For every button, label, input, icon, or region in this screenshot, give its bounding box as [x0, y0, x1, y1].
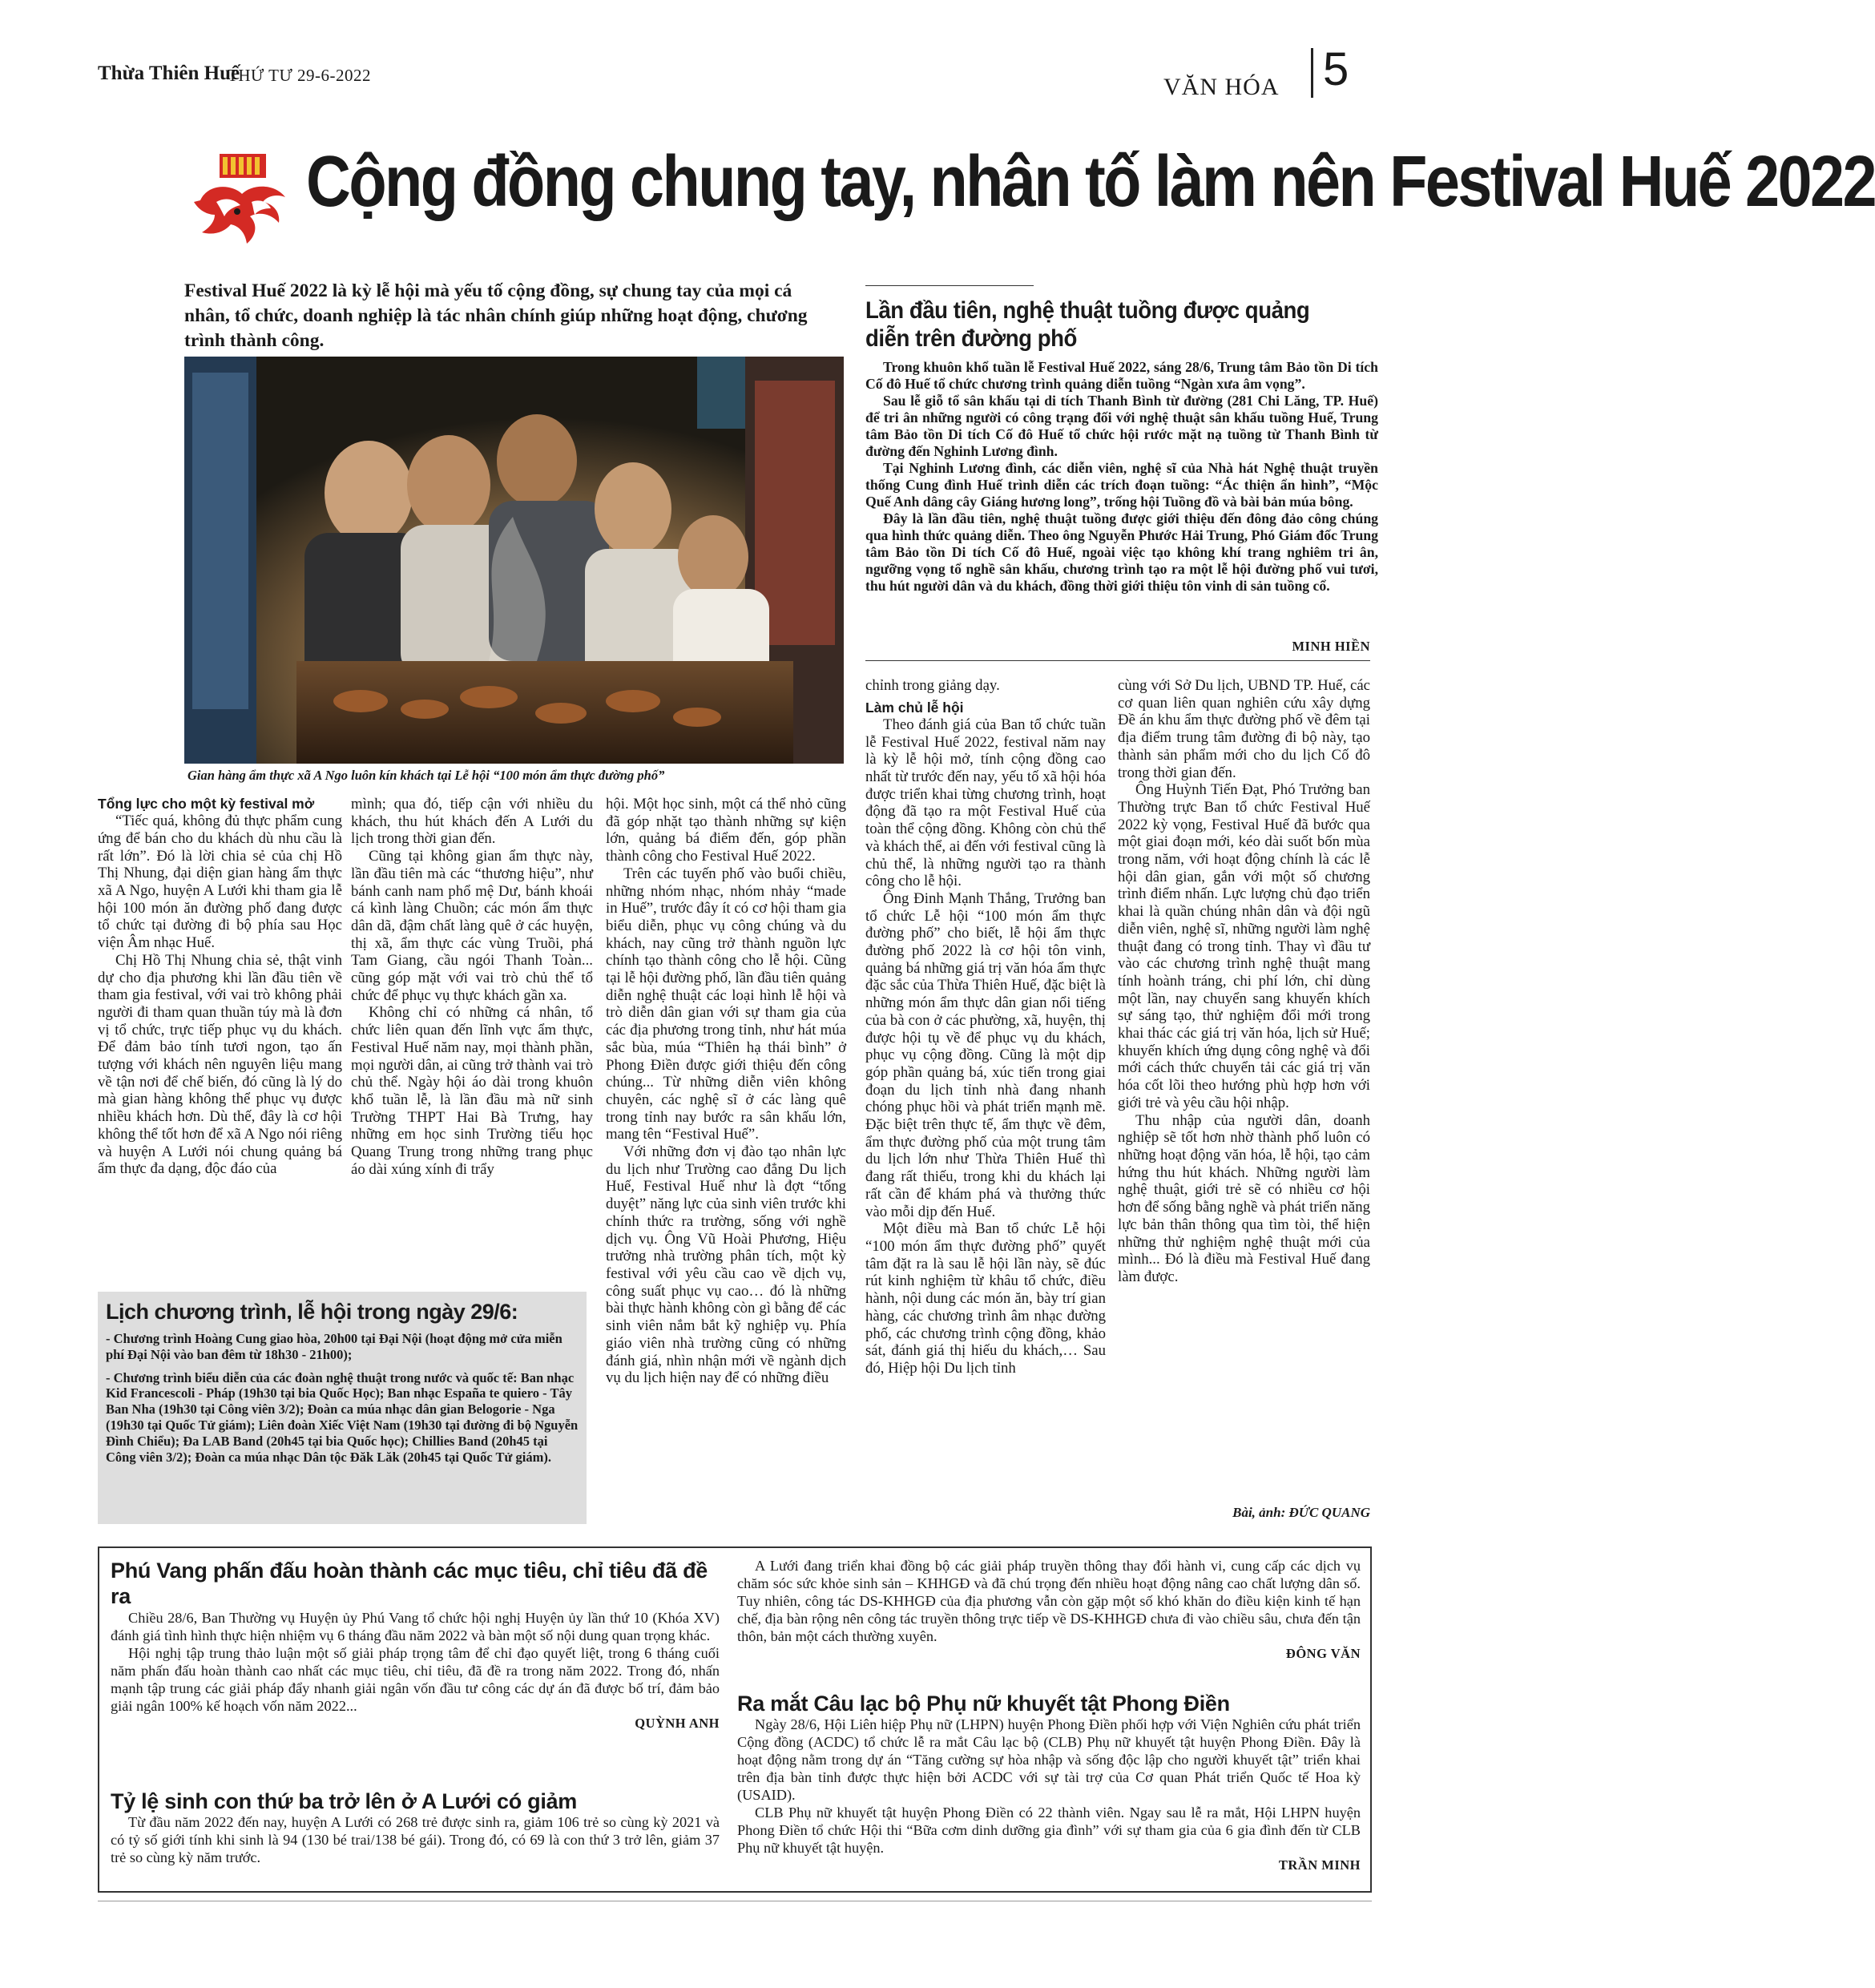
paragraph: hội. Một học sinh, một cá thể nhỏ cũng đã góp nhặt tạo thành những sự kiện lớn, quảng bá điểm đến, góp phần thành công cho Festival Huế 2022.: [606, 796, 846, 865]
brief-author: QUỲNH ANH: [635, 1715, 720, 1731]
brief-a-luoi: [111, 1788, 720, 1867]
side-article-bottom-rule: [865, 660, 1370, 661]
brief-title: Phú Vang phấn đấu hoàn thành các mục tiêu, chỉ tiêu đã đề ra: [111, 1559, 708, 1609]
festival-food-stall-photo: [184, 357, 844, 764]
brief-paragraph: Ngày 28/6, Hội Liên hiệp Phụ nữ (LHPN) huyện Phong Điền phối hợp với Viện Nghiên cứu phát triển Cộng đồng (ACDC) tổ chức lễ ra mắt Câu lạc bộ (CLB) Phụ nữ khuyết tật huyện Phong Điền. Đây là hoạt động nằm trong dự án “Tăng cường sự hòa nhập và sống độc lập cho người khuyết tật” triển khai trên địa bàn tỉnh được thực hiện bởi ACDC với sự tài trợ của Cơ quan Phát triển Quốc tế Hoa kỳ (USAID).: [737, 1716, 1361, 1804]
schedule-box: [98, 1292, 587, 1524]
subhead: Làm chủ lễ hội: [865, 699, 964, 716]
photo-caption: Gian hàng ẩm thực xã A Ngo luôn kín khách tại Lễ hội “100 món ẩm thực đường phố”: [188, 768, 665, 783]
article-column-4: [865, 677, 1106, 1377]
brief-phu-vang: [111, 1558, 720, 1732]
side-paragraph: Tại Nghinh Lương đình, các diễn viên, nghệ sĩ của Nhà hát Nghệ thuật truyền thống Cung đình Huế trình diễn các trích đoạn tuồng: “Ác thiện ẩn hình”, “Mộc Quế Anh dâng cây Giáng hương long”, trống hội Tuồng đồ và bài bản múa bông.: [865, 459, 1378, 510]
news-briefs-box: [98, 1546, 1372, 1893]
section-divider: [1311, 48, 1313, 98]
brief-paragraph: CLB Phụ nữ khuyết tật huyện Phong Điền có 22 thành viên. Ngay sau lễ ra mắt, Hội LHPN huyện Phong Điền tổ chức Hội thi “Bữa cơm dinh dưỡng gia đình” với sự tham gia của 6 gia đình đến từ CLB Phụ nữ khuyết tật huyện.: [737, 1805, 1361, 1857]
section-label: VĂN HÓA: [1163, 74, 1280, 100]
paragraph: Trên các tuyến phố vào buổi chiều, những nhóm nhạc, nhóm nhảy “made in Huế”, trước đây ít có cơ hội tham gia biểu diễn, phục vụ công chúng và du khách, nay cũng trở thành nguồn lực chính tạo thành công cho lễ hội. Cũng tại lễ hội đường phố, lần đầu tiên quảng diễn nghệ thuật các loại hình lễ hội và trò diễn dân gian với sự tham gia của các địa phương trong tỉnh, như hát múa sắc bùa, múa “Thiên hạ thái bình” ở Phong Điền được giới thiệu đến công chúng... Từ những diễn viên không chuyên, các nghệ sĩ ở các làng quê trong tỉnh nay bước ra sân khấu lớn, mang tên “Festival Huế”.: [606, 865, 846, 1143]
side-article-rule: [865, 285, 1034, 286]
side-paragraph: Đây là lần đầu tiên, nghệ thuật tuồng được giới thiệu đến đông đảo công chúng qua hình thức quảng diễn. Theo ông Nguyễn Phước Hải Trung, Phó Giám đốc Trung tâm Bảo tồn Di tích Cố đô Huế, ngoài việc tạo không khí trang nghiêm tri ân, ngưỡng vọng tổ nghề sân khấu, chương trình tạo ra một lễ hội đường phố vui tươi, thu hút người dân và du khách, đồng thời giới thiệu tôn vinh di sản tuồng cổ.: [865, 510, 1378, 594]
subhead: Tổng lực cho một kỳ festival mở: [98, 796, 315, 812]
side-article-title: Lần đầu tiên, nghệ thuật tuồng được quảng diễn trên đường phố: [865, 297, 1310, 353]
brief-phong-dien: [737, 1691, 1361, 1873]
brief-author: ĐÔNG VĂN: [1285, 1645, 1361, 1661]
brief-title: Ra mắt Câu lạc bộ Phụ nữ khuyết tật Phong Điền: [737, 1692, 1230, 1716]
brief-author: TRẦN MINH: [1278, 1857, 1361, 1873]
schedule-item: - Chương trình biểu diễn của các đoàn nghệ thuật trong nước và quốc tế: Ban nhạc Kid Francescoli - Pháp (19h30 tại bia Quốc Học); Ban nhạc España te quiero - Tây Ban Nha (19h30 tại Công viên 3/2); Đoàn ca múa nhạc dân gian Belogorie - Nga (19h30 tại Quốc Tử giám); Liên đoàn Xiếc Việt Nam (19h30 tại đường đi bộ Nguyễn Đình Chiểu); Đa LAB Band (20h45 tại bia Quốc học); Chillies Band (20h45 tại Công viên 3/2); Đoàn ca múa nhạc Dân tộc Đăk Lăk (20h45 tại Quốc Tử giám).: [106, 1369, 579, 1465]
brief-paragraph: Hội nghị tập trung thảo luận một số giải pháp trọng tâm để chỉ đạo quyết liệt, trong 6 tháng cuối năm phấn đấu hoàn thành cao nhất các mục tiêu, chỉ tiêu, đã đề ra trong năm 2022. Trong đó, nhấn mạnh tập trung các giải pháp đẩy nhanh giải ngân vốn đầu tư công các dự án đã được bố trí, đảm bảo giải ngân 100% kế hoạch vốn năm 2022...: [111, 1644, 720, 1714]
festival-hue-dragon-logo-icon: [184, 152, 300, 250]
newspaper-name: Thừa Thiên Huế: [98, 63, 240, 84]
side-article-author: MINH HIỀN: [1292, 639, 1370, 654]
paragraph: Cũng tại không gian ẩm thực này, lần đầu tiên mà các “thương hiệu”, như bánh canh nam phổ mệ Dư, bánh khoái cá kình làng Chuồn; các món ẩm thực dân dã, đậm chất làng quê ở các huyện, thị xã, ẩm thực các vùng Truồi, phá Tam Giang, cầu ngói Thanh Toàn... cũng góp mặt với vai trò chủ thể tổ chức để phục vụ thực khách gần xa.: [351, 848, 593, 1004]
paragraph: Chị Hồ Thị Nhung chia sẻ, thật vinh dự cho địa phương khi lần đầu tiên về tham gia festival, với vai trò không phải người đi tham quan thuần túy mà là đơn vị tổ chức, trực tiếp phục vụ du khách. Để đảm bảo tính tươi ngon, tạo ấn tượng với khách nên nguyên liệu mang về tận nơi để chế biến, đó cũng là lý do mà gian hàng không thể phục vụ được nhiều khách hơn. Dù thế, đây là cơ hội không thể tốt hơn để xã A Ngo nói riêng và huyện A Lưới nói chung quảng bá ẩm thực đa dạng, độc đáo của: [98, 951, 342, 1178]
paragraph: chỉnh trong giảng dạy.: [865, 677, 1000, 694]
paragraph: mình; qua đó, tiếp cận với nhiều du khách, thu hút khách đến A Lưới du lịch trong thời gian đến.: [351, 796, 593, 848]
page-number: 5: [1323, 43, 1349, 95]
paragraph: Ông Đinh Mạnh Thắng, Trưởng ban tổ chức Lễ hội “100 món ẩm thực đường phố” cho biết, lễ hội ẩm thực đường phố 2022 là cơ hội tôn vinh, quảng bá những giá trị văn hóa ẩm thực đặc sắc của Thừa Thiên Huế, đặc biệt là những món ẩm thực dân gian nổi tiếng của bà con ở các phường, xã, huyện, thị được hội tụ về để phục vụ du khách, phục vụ cộng đồng. Cũng là một dịp góp phần quảng bá, xúc tiến trong giai đoạn du lịch tỉnh nhà đang nhanh chóng phục hồi và phát triển mạnh mẽ. Đặc biệt trên thực tế, ẩm thực về đêm, ẩm thực đường phố của một trung tâm du lịch lớn như Thừa Thiên Huế thì đang rất thiếu, trong khi du khách lại rất cần để khám phá và thưởng thức vào mỗi dịp đến Huế.: [865, 889, 1106, 1220]
paragraph: “Tiếc quá, không đủ thực phẩm cung ứng để bán cho du khách dù nhu cầu là rất lớn”. Đó là lời chia sẻ của chị Hồ Thị Nhung, đại diện gian hàng ẩm thực xã A Ngo, huyện A Lưới khi tham gia lễ hội 100 món ăn đường phố đang được tổ chức tại đường đi bộ phía sau Học viện Âm nhạc Huế.: [98, 813, 342, 952]
article-signature: Bài, ảnh: ĐỨC QUANG: [1232, 1505, 1370, 1520]
brief-a-luoi-continued: [737, 1558, 1361, 1662]
brief-paragraph: A Lưới đang triển khai đồng bộ các giải pháp truyền thông thay đổi hành vi, cung cấp các dịch vụ chăm sóc sức khỏe sinh sản – KHHGĐ và đã chú trọng đến nhiều hoạt động nâng cao chất lượng dân số. Tuy nhiên, công tác DS-KHHGĐ của địa phương vẫn còn gặp một số khó khăn do điều kiện kinh tế hạn chế, địa bàn rộng nên công tác truyền thông trực tiếp về DS-KHHGĐ chưa đi vào chiều sâu, chưa đến tận thôn, bản một cách thường xuyên.: [737, 1558, 1361, 1644]
paragraph: Không chỉ có những cá nhân, tổ chức liên quan đến lĩnh vực ẩm thực, Festival Huế năm nay, mọi thành phần, mọi người dân, ai cũng trở thành vai trò chủ thể. Ngày hội áo dài trong khuôn khổ tuần lễ, là lần đầu mà nữ sinh Trường THPT Hai Bà Trưng, hay những em học sinh Trường tiểu học Quang Trung trong những trang phục áo dài xúng xính đi trẩy: [351, 1004, 593, 1178]
article-column-5: [1118, 677, 1370, 1286]
side-article-body: [865, 359, 1378, 595]
article-column-2: [351, 796, 593, 1178]
headline: Cộng đồng chung tay, nhân tố làm nên Festival Huế 2022: [306, 142, 1875, 222]
paragraph: cùng với Sở Du lịch, UBND TP. Huế, các cơ quan liên quan nghiên cứu xây dựng Đề án khu ẩm thực đường phố về đêm tại địa điểm trung tâm đường đi bộ này, tạo thành sản phẩm mới cho du lịch Cố đô trong thời gian đến.: [1118, 677, 1370, 781]
brief-paragraph: Chiều 28/6, Ban Thường vụ Huyện ủy Phú Vang tổ chức hội nghị Huyện ủy lần thứ 10 (Khóa XV) đánh giá tình hình thực hiện nhiệm vụ 6 tháng đầu năm 2022 và bàn một số nội dung quan trọng khác.: [111, 1609, 720, 1643]
article-column-3: [606, 796, 846, 1387]
paragraph: Với những đơn vị đào tạo nhân lực du lịch như Trường cao đẳng Du lịch Huế, Festival Huế như là đợt “tổng duyệt” năng lực của sinh viên trước khi chính thức ra trường, sống với nghề dịch vụ. Ông Vũ Hoài Phương, Hiệu trưởng nhà trường phân tích, một kỳ festival với yêu cầu cao về dịch vụ, công suất phục vụ cao… đó là những bài thực hành không còn gì bằng để các sinh viên nắm bắt kỹ nghiệp vụ. Phía giáo viên nhà trường cũng có những đánh giá, nhìn nhận mới về ngành dịch vụ du lịch hiện nay để có những điều: [606, 1143, 846, 1387]
paragraph: Thu nhập của người dân, doanh nghiệp sẽ tốt hơn nhờ thành phố luôn có những hoạt động văn hóa, lễ hội, tạo cảm hứng thu hút khách. Những người làm nghệ thuật, giới trẻ sẽ có nhiều cơ hội hơn để sống bằng nghề và phát triển năng lực bản thân thông qua tìm tòi, thể hiện những thử nghiệm nghệ thuật mới của mình... Đó là điều mà Festival Huế đang làm được.: [1118, 1111, 1370, 1285]
paragraph: Ông Huỳnh Tiến Đạt, Phó Trưởng ban Thường trực Ban tổ chức Festival Huế 2022 kỳ vọng, Festival Huế đã bước qua một giai đoạn mới, kéo dài suốt bốn mùa trong năm, với hoạt động chính là các lễ hội dân gian, gắn với một số chương trình điểm nhấn. Lực lượng chủ đạo triển khai là quần chúng nhân dân và đội ngũ diễn viên, nghệ sĩ, những người làm nghệ thuật đang có trong tỉnh. Thay vì đầu tư vào các chương trình nghệ thuật mang tính hoành tráng, chi phí lớn, chỉ dùng một lần, nay chuyển sang khuyến khích sự sáng tạo, thử nghiệm đổi mới trong khai thác các giá trị văn hóa, lịch sử Huế; khuyến khích ứng dụng công nghệ và đổi mới cách thức chuyển tải các giá trị văn hóa cốt lõi theo hướng phù hợp hơn với giới trẻ và yêu cầu hội nhập.: [1118, 781, 1370, 1111]
schedule-title: Lịch chương trình, lễ hội trong ngày 29/6:: [106, 1300, 518, 1324]
lead-paragraph: Festival Huế 2022 là kỳ lễ hội mà yếu tố cộng đồng, sự chung tay của mọi cá nhân, tổ chức, doanh nghiệp là tác nhân chính giúp những hoạt động, chương trình thành công.: [184, 280, 808, 352]
brief-title: Tỷ lệ sinh con thứ ba trở lên ở A Lưới có giảm: [111, 1789, 577, 1813]
paragraph: Theo đánh giá của Ban tổ chức tuần lễ Festival Huế 2022, festival năm nay là kỳ lễ hội mở, tính cộng đồng cao nhất từ trước đến nay, yếu tố xã hội hóa được triển khai từng chương trình, hoạt động đã tạo ra một Festival Huế của toàn thể cộng đồng. Không còn chủ thể và khách thể, ai đến với festival cũng là chủ thể, là những người tạo ra thành công cho lễ hội.: [865, 716, 1106, 890]
issue-date: THỨ TƯ 29-6-2022: [228, 66, 372, 85]
article-column-1: [98, 796, 342, 1178]
schedule-item: - Chương trình Hoàng Cung giao hòa, 20h00 tại Đại Nội (hoạt động mở cửa miễn phí Đại Nội vào ban đêm từ 18h30 - 21h00);: [106, 1331, 562, 1362]
brief-paragraph: Từ đầu năm 2022 đến nay, huyện A Lưới có 268 trẻ được sinh ra, giảm 106 trẻ so cùng kỳ 2021 và có tỷ số giới tính khi sinh là 94 (130 bé trai/138 bé gái). Trong đó, có 69 là con thứ 3 trở lên, giảm 37 trẻ so cùng kỳ năm trước.: [111, 1814, 720, 1866]
paragraph: Một điều mà Ban tổ chức Lễ hội “100 món ẩm thực đường phố” quyết tâm đặt ra là sau lễ hội lần này, sẽ đúc rút kinh nghiệm từ khâu tổ chức, điều hành, nội dung các món ăn, bày trí gian hàng, các chương trình âm nhạc đường phố, các chương trình cộng đồng, khảo sát, đánh giá thị hiếu du khách,… Sau đó, Hiệp hội Du lịch tỉnh: [865, 1220, 1106, 1377]
side-paragraph: Trong khuôn khổ tuần lễ Festival Huế 2022, sáng 28/6, Trung tâm Bảo tồn Di tích Cố đô Huế tổ chức chương trình quảng diễn tuồng “Ngàn xưa âm vọng”.: [865, 359, 1378, 392]
side-paragraph: Sau lễ giỗ tổ sân khấu tại di tích Thanh Bình từ đường (281 Chi Lăng, TP. Huế) để tri ân những người có công trạng đối với nghệ thuật sân khấu tuồng Huế, Trung tâm Bảo tồn Di tích Cố đô Huế tổ chức hội rước mặt nạ tuồng từ Thanh Bình từ đường đến Nghinh Lương đình.: [865, 392, 1378, 459]
